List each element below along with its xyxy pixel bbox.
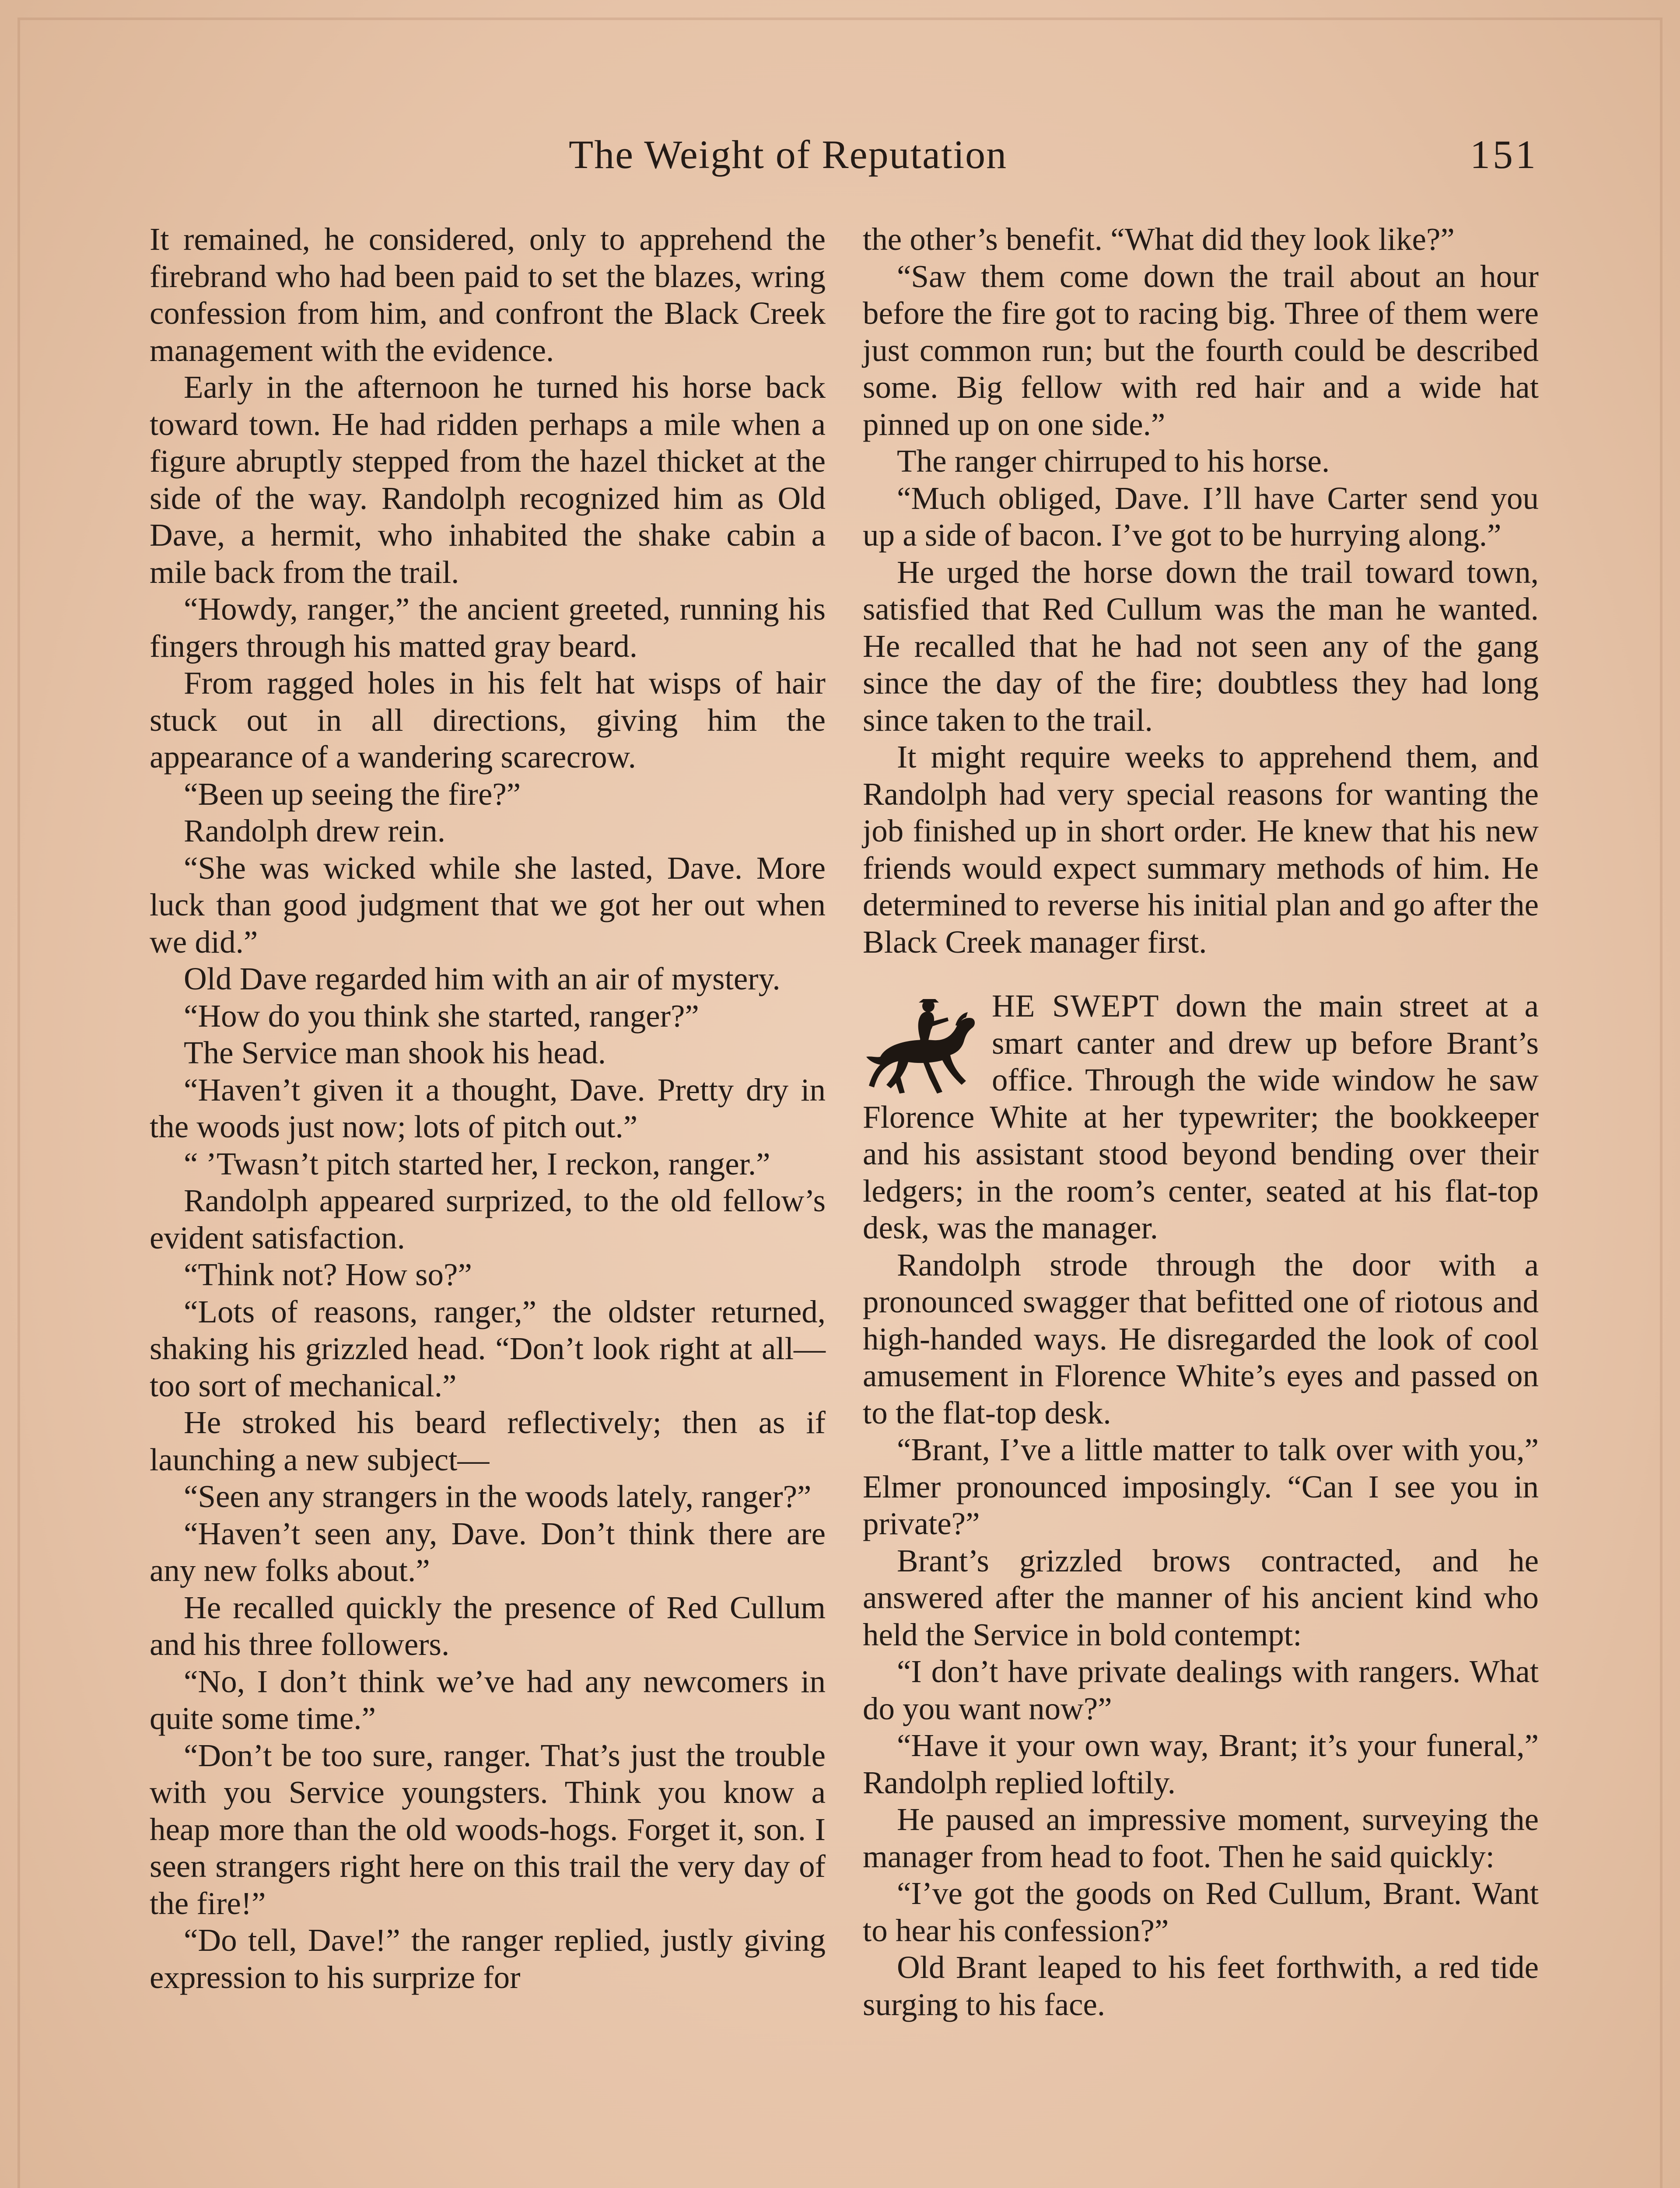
paragraph: He urged the horse down the trail toward town, satisfied that Red Cullum was the man he wanted. He recalled that he had not seen any of the gang since the day of the fire; doubtless they had long since taken to the trail. [863, 554, 1539, 738]
paragraph: “Howdy, ranger,” the ancient greeted, running his fingers through his matted gray beard. [150, 591, 826, 664]
paragraph: It might require weeks to apprehend them, and Randolph had very special reasons for wanting the job finished up in short order. He knew that his new friends would expect summary methods of him. He determined to reverse his initial plan and go after the Black Creek manager first. [863, 739, 1539, 960]
paragraph: “I don’t have private dealings with rangers. What do you want now?” [863, 1654, 1539, 1726]
paragraph: “Haven’t seen any, Dave. Don’t think there are any new folks about.” [150, 1515, 826, 1588]
running-title: The Weight of Reputation [569, 132, 1008, 177]
paragraph: He paused an impressive moment, surveying the manager from head to foot. Then he said quickly: [863, 1802, 1539, 1874]
horse-and-rider-icon [863, 991, 979, 1096]
paragraph: The ranger chirruped to his horse. [897, 443, 1330, 479]
paragraph: “No, I don’t think we’ve had any newcomers in quite some time.” [150, 1663, 826, 1736]
paragraph: He stroked his beard reflectively; then as if launching a new subject— [150, 1405, 826, 1477]
paragraph: Early in the afternoon he turned his horse back toward town. He had ridden perhaps a mile when a figure abruptly stepped from the hazel thicket at the side of the way. Randolph recognized him as Old Dave, a hermit, who inhabited the shake cabin a mile back from the trail. [150, 369, 826, 590]
section-opening-paragraph [863, 988, 1539, 1247]
section-lead-in: HE SWEPT [992, 988, 1159, 1024]
paragraph: “Lots of reasons, ranger,” the oldster returned, shaking his grizzled head. “Don’t look right at all—too sort of mechanical.” [150, 1294, 826, 1403]
paragraph: “I’ve got the goods on Red Cullum, Brant. Want to hear his confession?” [863, 1876, 1539, 1948]
paragraph: “Haven’t given it a thought, Dave. Pretty dry in the woods just now; lots of pitch out.” [150, 1072, 826, 1144]
section-opening-text: down the main street at a smart canter and drew up before Brant’s office. Through the wide window he saw Florence White at her typewriter; the bookkeeper and his assistant stood beyond bending over their ledgers; in the room’s center, seated at his flat-top desk, was the manager. [863, 988, 1539, 1245]
paragraph: “Think not? How so?” [184, 1257, 472, 1292]
paragraph: “Seen any strangers in the woods lately, ranger?” [184, 1479, 812, 1514]
running-head [0, 131, 1680, 184]
paragraph: “She was wicked while she lasted, Dave. More luck than good judgment that we got her out when we did.” [150, 850, 826, 960]
paragraph: Randolph appeared surprized, to the old fellow’s evident satisfaction. [150, 1183, 826, 1255]
paragraph: “Saw them come down the trail about an hour before the fire got to racing big. Three of them were just common run; but the fourth could be described some. Big fellow with red hair and a wide hat pinned up on one side.” [863, 258, 1539, 442]
paragraph: “Been up seeing the fire?” [184, 776, 521, 812]
paragraph: the other’s benefit. “What did they look like?” [863, 221, 1455, 257]
paragraph: Brant’s grizzled brows contracted, and he answered after the manner of his ancient kind who held the Service in bold contempt: [863, 1543, 1539, 1652]
paragraph: He recalled quickly the presence of Red Cullum and his three followers. [150, 1589, 826, 1662]
paragraph: It remained, he considered, only to apprehend the firebrand who had been paid to set the blazes, wring confession from him, and confront the Black Creek management with the evidence. [150, 221, 826, 368]
paragraph: “Much obliged, Dave. I’ll have Carter send you up a side of bacon. I’ve got to be hurrying along.” [863, 480, 1539, 553]
paragraph: “ ’Twasn’t pitch started her, I reckon, ranger.” [184, 1146, 770, 1182]
paragraph: “Do tell, Dave!” the ranger replied, justly giving expression to his surprize for [150, 1922, 826, 1995]
paragraph: Old Dave regarded him with an air of mystery. [184, 961, 780, 996]
paragraph: From ragged holes in his felt hat wisps of hair stuck out in all directions, giving him the appearance of a wandering scarecrow. [150, 665, 826, 775]
paragraph: “Have it your own way, Brant; it’s your funeral,” Randolph replied loftily. [863, 1728, 1539, 1800]
right-column [863, 221, 1539, 2023]
page-number: 151 [1470, 132, 1538, 177]
paragraph: Randolph strode through the door with a pronounced swagger that befitted one of riotous and high-handed ways. He disregarded the look of cool amusement in Florence White’s eyes and passed on to the flat-top desk. [863, 1247, 1539, 1431]
paragraph: Randolph drew rein. [184, 813, 446, 849]
paragraph: “Brant, I’ve a little matter to talk over with you,” Elmer pronounced imposingly. “Can I see you in private?” [863, 1432, 1539, 1541]
paragraph: “Don’t be too sure, ranger. That’s just the trouble with you Service youngsters. Think you know a heap more than the old woods-hogs. Forget it, son. I seen strangers right here on this trail the very day of the fire!” [150, 1737, 826, 1921]
left-column [150, 221, 826, 1996]
paragraph: “How do you think she started, ranger?” [184, 998, 699, 1034]
section-break [863, 961, 1539, 988]
paragraph: The Service man shook his head. [184, 1035, 606, 1070]
paragraph: Old Brant leaped to his feet forthwith, a red tide surging to his face. [863, 1950, 1539, 2022]
